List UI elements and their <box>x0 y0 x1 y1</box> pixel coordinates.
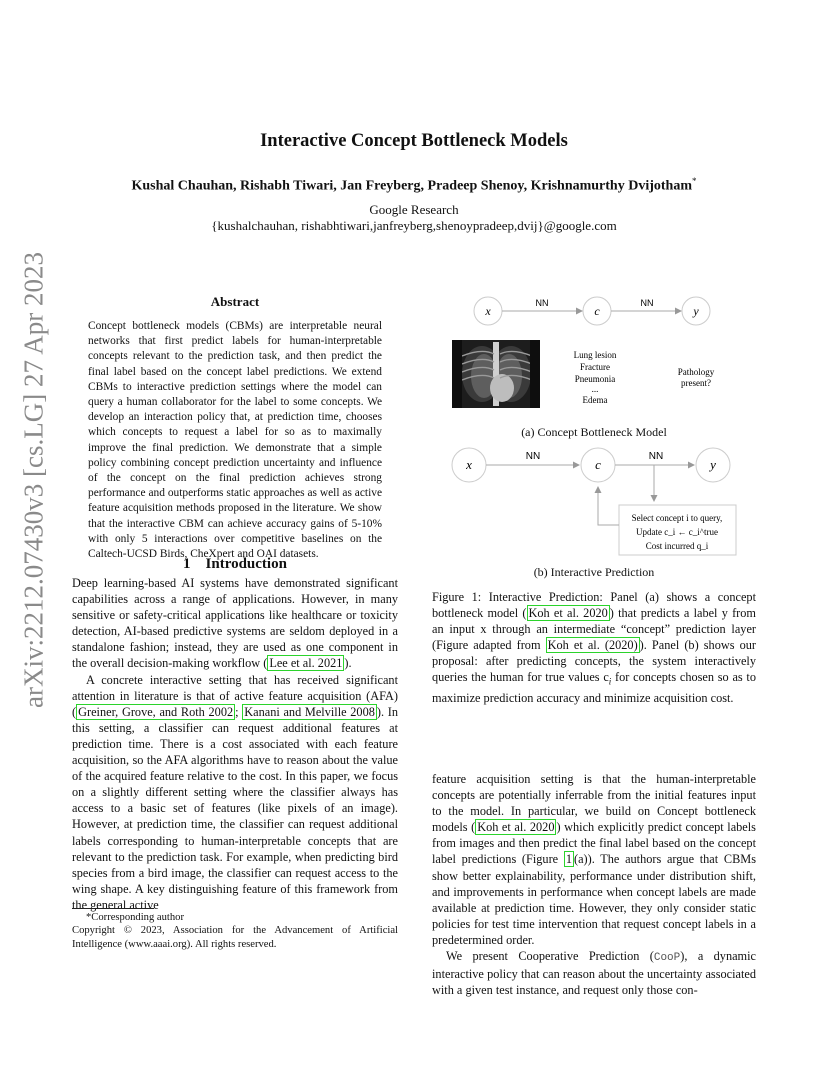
node-y-b-label: y <box>710 457 716 472</box>
concept-item: Fracture <box>580 362 610 372</box>
node-x-a-label: x <box>485 304 491 318</box>
figure-caption <box>432 589 756 706</box>
intro-paragraph-2 <box>72 672 398 913</box>
corresponding-author-mark: * <box>692 176 697 186</box>
intro-paragraph-1 <box>72 575 398 672</box>
corresponding-author-note: *Corresponding author <box>86 912 184 923</box>
concept-item: ... <box>591 384 599 394</box>
right-paragraph-1 <box>432 771 756 948</box>
edge-label-nn-1-b: NN <box>525 451 541 462</box>
concept-item: Edema <box>582 395 608 405</box>
footnote-rule <box>72 908 154 909</box>
node-x-b-label: x <box>466 457 472 472</box>
edge-label-nn-2-b: NN <box>648 451 664 462</box>
citation-link[interactable]: Koh et al. 2020 <box>528 606 608 621</box>
affiliation-block <box>0 202 828 234</box>
output-label-line-2: present? <box>681 378 711 388</box>
query-box-line-2: Update c_i ← c_i^true <box>636 527 718 537</box>
intro-p1-text: Deep learning-based AI systems have demonstrated significant capabilities across a range of applications. However, in many sensitive or safety-critical applications like healthcare or toxicity detection, AI-based predictive systems are seldom deployed in a standalone fashion; instead, they are used as one component in the overall decision-making workflow ( <box>72 576 398 671</box>
citation-link[interactable]: Kanani and Melville 2008 <box>244 704 375 719</box>
concept-list <box>574 350 617 405</box>
figure-reference-link[interactable]: 1 <box>565 852 572 867</box>
author-list <box>40 176 788 195</box>
right-p1-tail: (a)). The authors argue that CBMs show better explainability, performance under distribution shift, and improvements in performance when concept labels are made available at prediction time. However, they only consider static policies for test time intervention that request concept labels in a predetermined order. <box>432 852 756 947</box>
affiliation: Google Research <box>369 202 459 217</box>
citation-link[interactable]: Koh et al. 2020 <box>477 820 555 835</box>
node-y-a-label: y <box>693 304 699 318</box>
edge-label-nn-1-a: NN <box>535 298 549 308</box>
right-column-body <box>432 771 756 998</box>
intro-p1-tail: ). <box>344 656 352 671</box>
author-names: Kushal Chauhan, Rishabh Tiwari, Jan Freyberg, Pradeep Shenoy, Krishnamurthy Dvijotham <box>131 178 692 194</box>
arxiv-stamp-text: arXiv:2212.07430v3 [cs.LG] 27 Apr 2023 <box>18 252 49 708</box>
intro-p2-tail: ). In this setting, a classifier can request additional features at prediction time. There is a cost associated with each feature acquisition, so the AFA algorithms have to reason about the value of the acquired feature relative to the cost. In this paper, we focus on a slightly different setting where the classifier always has access to a basic set of features (like pixels of an image). However, at prediction time, the classifier can request additional labels corresponding to human-interpretable concepts that are relevant to the prediction task. For example, when predicting bird species from a bird image, the classifier can request access to the wing shape. A key distinguishing feature of this framework from the general active <box>72 704 399 912</box>
citation-link[interactable]: Lee et al. 2021 <box>269 656 343 671</box>
right-paragraph-2 <box>432 948 756 998</box>
query-box-line-1: Select concept i to query, <box>631 513 723 523</box>
subfigure-caption-b: (b) Interactive Prediction <box>533 565 655 579</box>
right-p1-mid: ) which explicitly predict concept labels from images and then predict the final label based on the concept label predictions (Figure <box>432 820 756 867</box>
caption-part-4: for concepts chosen so as to maximize prediction accuracy and minimize acquisition cost. <box>432 670 756 706</box>
citation-separator: ; <box>235 704 243 719</box>
edge-label-nn-2-a: NN <box>640 298 654 308</box>
abstract-heading: Abstract <box>210 294 260 309</box>
intro-p2-text: A concrete interactive setting that has received significant attention in literature is that of active feature acquisition (AFA) ( <box>72 672 398 719</box>
caption-part-3: ). Panel (b) shows our proposal: after predicting concepts, the system interactively queries the human for true values c <box>432 638 756 685</box>
figure-panel-b <box>432 443 756 561</box>
paper-title: Interactive Concept Bottleneck Models <box>260 131 568 151</box>
right-p2-text: We present Cooperative Prediction ( <box>446 949 654 964</box>
right-p2-tail: ), a dynamic interactive policy that can reason about the uncertainty associated with a given test instance, and request only those con- <box>432 949 756 998</box>
method-name-code: CooP <box>653 952 681 965</box>
figure-caption-text <box>432 589 756 706</box>
output-label-line-1: Pathology <box>677 367 715 377</box>
caption-part-2: ) that predicts a label y from an input x through an intermediate “concept” prediction layer (Figure adapted from <box>432 606 756 653</box>
author-emails: {kushalchauhan, rishabhtiwari,janfreyberg,shenoypradeep,dvij}@google.com <box>211 218 617 233</box>
feedback-arrow <box>598 487 619 525</box>
subfigure-caption-a: (a) Concept Bottleneck Model <box>521 425 667 439</box>
section-heading-introduction: 1 Introduction <box>183 556 287 572</box>
concept-item: Pneumonia <box>574 374 616 384</box>
node-c-b-label: c <box>595 457 601 472</box>
citation-link[interactable]: Koh et al. (2020) <box>547 638 638 653</box>
citation-link[interactable]: Greiner, Grove, and Roth 2002 <box>78 704 234 719</box>
arxiv-stamp <box>10 252 58 708</box>
left-column-body <box>72 575 398 913</box>
copyright-notice: Copyright © 2023, Association for the Advancement of Artificial Intelligence (www.aaai.org). All rights reserved. <box>72 925 398 950</box>
caption-part-1: Figure 1: Interactive Prediction: Panel (a) shows a concept bottleneck model ( <box>432 590 756 621</box>
concept-item: Lung lesion <box>573 350 617 360</box>
right-p1-text: feature acquisition setting is that the human-interpretable concepts are potentially inferrable from the initial features input to the model. In particular, we build on Concept bottleneck models ( <box>432 772 756 835</box>
chest-xray-image <box>452 340 540 408</box>
figure-panel-a <box>432 290 756 422</box>
node-c-a-label: c <box>594 304 600 318</box>
caption-subscript: i <box>608 676 612 687</box>
abstract-text: Concept bottleneck models (CBMs) are interpretable neural networks that first predict labels for human-interpretable concepts relevant to the prediction task, and then predict the final label based on the concept label predictions. We extend CBMs to interactive prediction settings where the model can query a human collaborator for the label to some concepts. We develop an interaction policy that, at prediction time, chooses which concepts to request a label for so as to maximally improve the final prediction. We demonstrate that a simple policy combining concept prediction uncertainty and influence of the concept on the final prediction achieves strong performance and outperforms static approaches as well as active feature acquisition methods proposed in the literature. We show that the interactive CBM can achieve accuracy gains of 5-10% with only 5 interactions over competitive baselines on the Caltech-UCSD Birds, CheXpert and OAI datasets. <box>88 320 382 561</box>
query-box-line-3: Cost incurred q_i <box>645 541 709 551</box>
footnote-block <box>72 911 398 951</box>
